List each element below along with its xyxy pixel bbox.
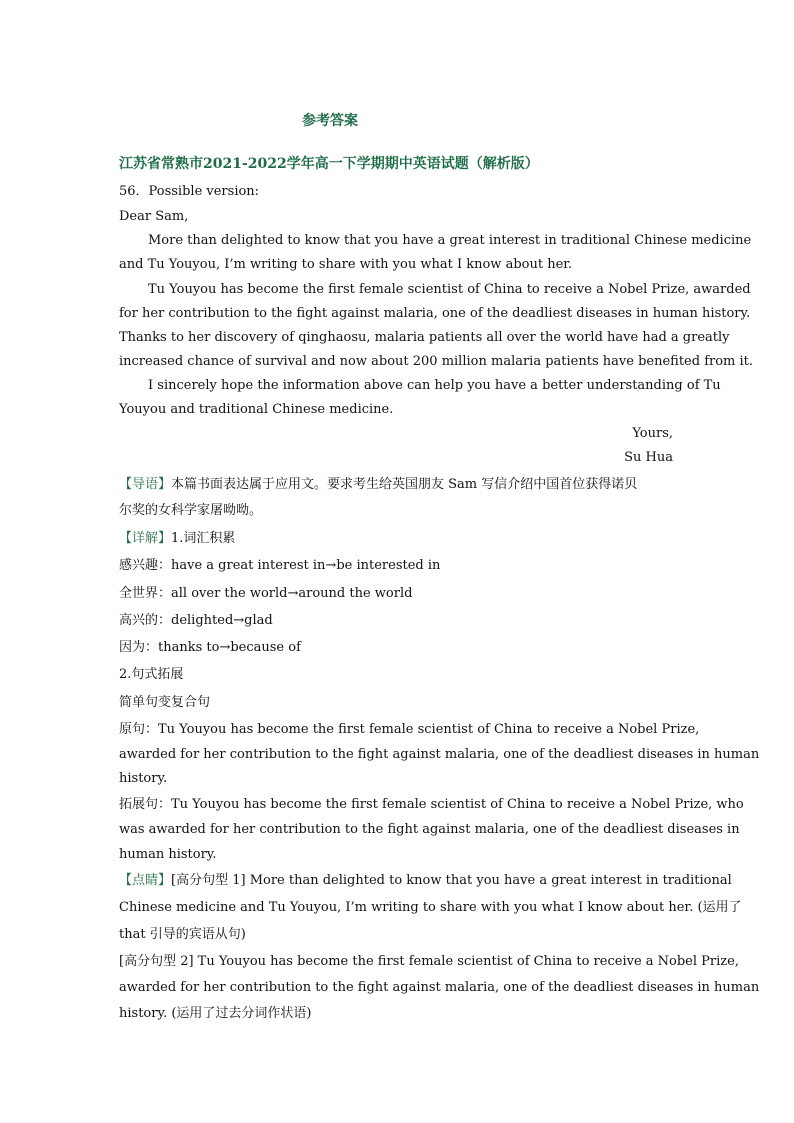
- extended-sentence-line-2: was awarded for her contribution to the fight against malaria, one of the deadliest diseases in: [119, 822, 740, 837]
- letter-paragraph-1-line-2: and Tu Youyou, I’m writing to share with you what I know about her.: [119, 257, 573, 272]
- tip2-line-3: history. (运用了过去分词作状语): [119, 1006, 312, 1021]
- extended-sentence-line-3: human history.: [119, 847, 217, 862]
- guide-line-2: 尔奖的女科学家屠呦呦。: [119, 503, 263, 518]
- detail-tag: 【详解】: [119, 531, 172, 546]
- letter-signature: Su Hua: [624, 450, 673, 465]
- letter-paragraph-3-line-1: I sincerely hope the information above can help you have a better understanding of Tu: [148, 378, 721, 393]
- vocab-item-3: 高兴的：delighted→glad: [119, 613, 273, 628]
- vocab-item-4: 因为：thanks to→because of: [119, 640, 301, 655]
- vocab-item-1: 感兴趣：have a great interest in→be interested in: [119, 558, 441, 573]
- letter-salutation: Dear Sam,: [119, 209, 189, 224]
- original-sentence-line-3: history.: [119, 771, 168, 786]
- guide-tag: 【导语】: [119, 477, 172, 492]
- detail-title: 1.词汇积累: [171, 531, 236, 546]
- question-number: 56．Possible version:: [119, 184, 260, 199]
- tip-line-2: Chinese medicine and Tu Youyou, I’m writing to share with you what I know about her. (运用了: [119, 900, 742, 915]
- original-sentence-line-2: awarded for her contribution to the fight against malaria, one of the deadliest diseases in human: [119, 747, 760, 762]
- guide-text-1: 本篇书面表达属于应用文。要求考生给英国朋友 Sam 写信介绍中国首位获得诺贝: [171, 477, 638, 492]
- extended-sentence-line-1: 拓展句：Tu Youyou has become the first female scientist of China to receive a Nobel Prize, who: [119, 797, 744, 812]
- section-2-subtitle: 简单句变复合句: [119, 695, 211, 710]
- letter-paragraph-2-line-3: Thanks to her discovery of qinghaosu, malaria patients all over the world have had a greatly: [119, 330, 730, 345]
- tip-text-1: [高分句型 1] More than delighted to know that you have a great interest in traditional: [171, 873, 732, 888]
- tip-line-1: [119, 872, 732, 890]
- section-2-title: 2.句式拓展: [119, 667, 184, 682]
- tip2-line-1: [高分句型 2] Tu Youyou has become the first female scientist of China to receive a Nobel Prize,: [119, 954, 739, 969]
- tip-tag: 【点睛】: [119, 873, 172, 888]
- letter-paragraph-2-line-2: for her contribution to the fight against malaria, one of the deadliest diseases in human history.: [119, 306, 751, 321]
- answer-heading: 参考答案: [302, 113, 358, 129]
- document-title: 江苏省常熟市2021-2022学年高一下学期期中英语试题（解析版）: [119, 156, 539, 172]
- detail-line: [119, 530, 235, 548]
- letter-paragraph-2-line-4: increased chance of survival and now about 200 million malaria patients have benefited from it.: [119, 354, 754, 369]
- letter-paragraph-3-line-2: Youyou and traditional Chinese medicine.: [119, 402, 394, 417]
- vocab-item-2: 全世界：all over the world→around the world: [119, 586, 413, 601]
- tip-line-3: that 引导的宾语从句): [119, 927, 246, 942]
- guide-line-1: [119, 476, 637, 494]
- letter-closing: Yours,: [632, 426, 673, 441]
- original-sentence-line-1: 原句：Tu Youyou has become the first female scientist of China to receive a Nobel Prize,: [119, 722, 700, 737]
- letter-paragraph-1-line-1: More than delighted to know that you have a great interest in traditional Chinese medicine: [148, 233, 752, 248]
- letter-paragraph-2-line-1: Tu Youyou has become the first female scientist of China to receive a Nobel Prize, awarded: [148, 282, 751, 297]
- tip2-line-2: awarded for her contribution to the fight against malaria, one of the deadliest diseases in human: [119, 980, 760, 995]
